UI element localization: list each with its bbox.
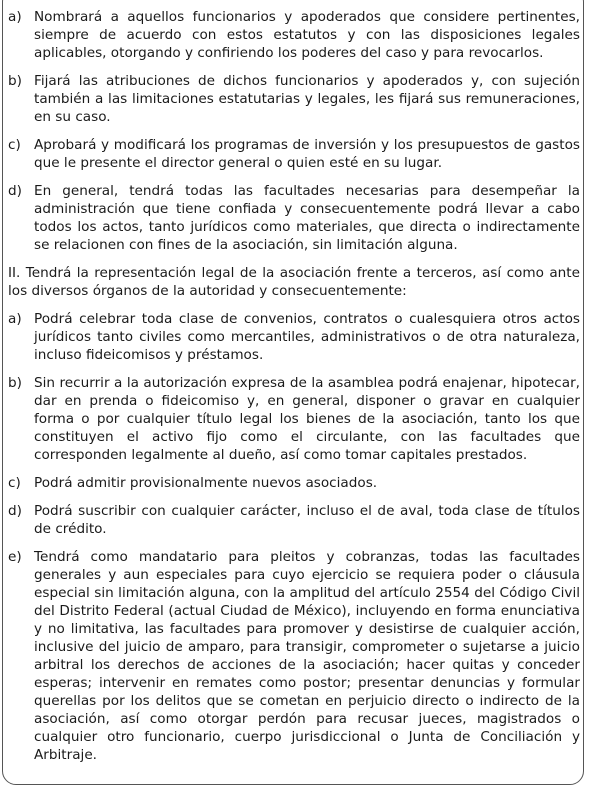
list-item-a (8, 8, 580, 62)
list-item-text: Aprobará y modificará los programas de inversión y los presupuestos de gastos que le presente el director general o quien esté en su lugar. (34, 137, 580, 171)
list-item-text: Podrá celebrar toda clase de convenios, contratos o cualesquiera otros actos jurídicos tanto civiles como mercantiles, administrativos o de otra naturaleza, incluso fideicomisos y préstamos. (34, 311, 580, 363)
list-item-text: Sin recurrir a la autorización expresa de la asamblea podrá enajenar, hipotecar, dar en prenda o fideicomiso y, en general, disponer o gravar en cualquier forma o por cualquier título legal los bienes de la asociación, tanto los que constituyen el activo fijo como el circulante, con las facultades que corresponden legalmente al dueño, así como tomar capitales prestados. (34, 375, 580, 463)
list-marker: c) (8, 475, 21, 491)
list-marker: b) (8, 73, 22, 89)
list-marker: a) (8, 311, 22, 327)
section-ii-paragraph: II. Tendrá la representación legal de la asociación frente a terceros, así como ante los diversos órganos de la autoridad y consecuentemente: (8, 265, 580, 299)
list-marker: a) (8, 9, 22, 25)
list-item-b (8, 374, 580, 464)
list-marker: c) (8, 137, 21, 153)
list-marker: d) (8, 183, 22, 199)
list-item-e (8, 548, 580, 764)
list-item-text: Nombrará a aquellos funcionarios y apoderados que considere pertinentes, siempre de acuerdo con estos estatutos y con las disposiciones legales aplicables, otorgando y confiriendo los poderes del caso y para revocarlos. (34, 9, 580, 61)
list-item-text: En general, tendrá todas las facultades necesarias para desempeñar la administración que tiene confiada y consecuentemente podrá llevar a cabo todos los actos, tanto jurídicos como materiales, que directa o indirectamente se relacionen con fines de la asociación, sin limitación alguna. (34, 183, 580, 253)
list-item-c (8, 136, 580, 172)
list-item-d (8, 182, 580, 254)
document-body (8, 8, 580, 774)
list-item-text: Podrá suscribir con cualquier carácter, incluso el de aval, toda clase de títulos de crédito. (34, 503, 580, 537)
list-item-b (8, 72, 580, 126)
list-item-c (8, 474, 580, 492)
list-marker: b) (8, 375, 22, 391)
list-item-text: Tendrá como mandatario para pleitos y cobranzas, todas las facultades generales y aun especiales para cuyo ejercicio se requiera poder o cláusula especial sin limitación alguna, con la amplitud del artículo 2554 del Código Civil del Distrito Federal (actual Ciudad de México), incluyendo en forma enunciativa y no limitativa, las facultades para promover y desistirse de cualquier acción, inclusive del juicio de amparo, para transigir, comprometer o sujetarse a juicio arbitral los derechos de acciones de la asociación; hacer quitas y conceder esperas; intervenir en remates como postor; presentar denuncias y formular querellas por los delitos que se cometan en perjuicio directo o indirecto de la asociación, así como otorgar perdón para recusar jueces, magistrados o cualquier otro funcionario, cuerpo jurisdiccional o Junta de Conciliación y Arbitraje. (34, 549, 580, 763)
list-marker: d) (8, 503, 22, 519)
list-item-text: Podrá admitir provisionalmente nuevos asociados. (34, 475, 378, 491)
list-item-a (8, 310, 580, 364)
list-item-text: Fijará las atribuciones de dichos funcionarios y apoderados y, con sujeción también a las limitaciones estatutarias y legales, les fijará sus remuneraciones, en su caso. (34, 73, 580, 125)
list-marker: e) (8, 549, 22, 565)
list-item-d (8, 502, 580, 538)
